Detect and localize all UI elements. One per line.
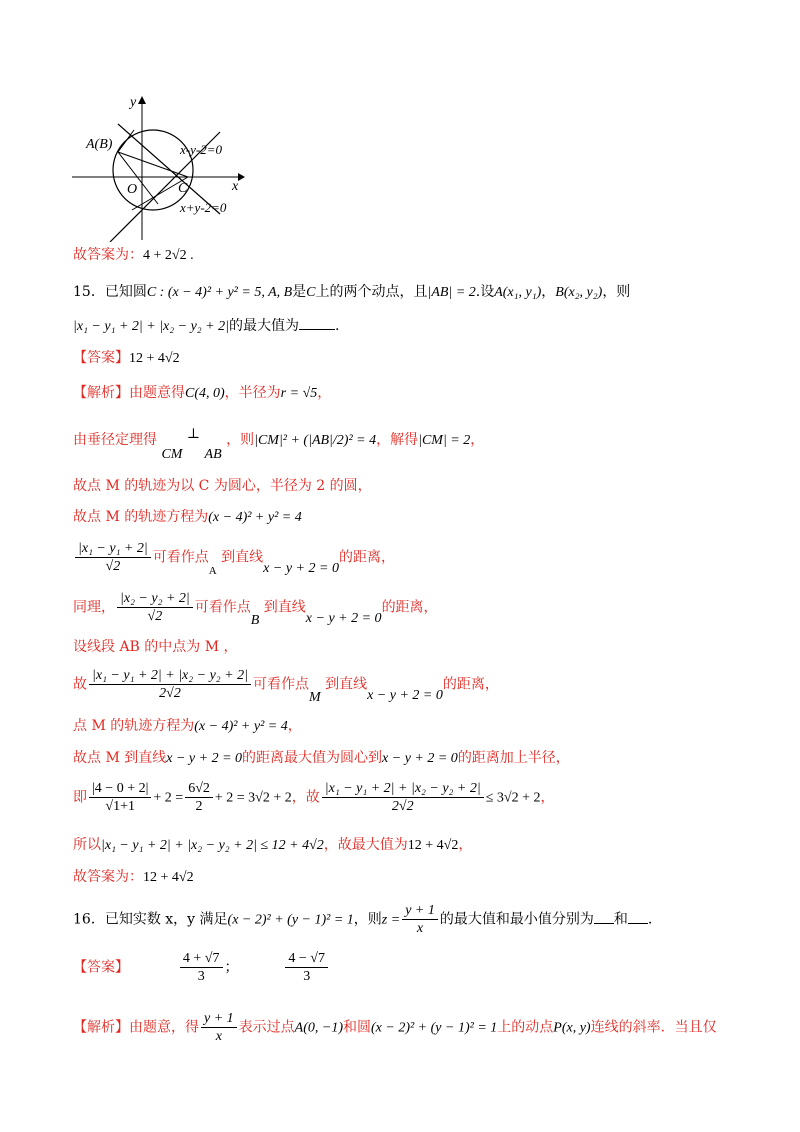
chord-1 <box>118 152 188 177</box>
q16-analysis <box>73 1010 717 1045</box>
q16-end: . <box>647 911 653 928</box>
jx2-res: |CM| = 2 <box>418 433 471 448</box>
chord-3 <box>118 130 134 152</box>
jx16-a: 由题意，得 <box>129 1019 199 1036</box>
answer-14-line <box>73 245 194 266</box>
q16-a: 16．已知实数 x，y 满足 <box>73 911 228 928</box>
q16-answer-tag: 【答案】 <box>73 959 129 976</box>
jx9-end: ， <box>287 718 302 734</box>
q15-comma: ， <box>541 284 556 300</box>
jx6-pt: B <box>250 612 260 628</box>
jx16-num: y + 1 <box>201 1010 237 1028</box>
q16-b: ，则 <box>353 911 382 928</box>
jx2-cm: CM <box>161 447 183 462</box>
jx4-eq: (x − 4)² + y² = 4 <box>208 510 302 525</box>
label-x: x <box>232 179 239 194</box>
jx8-num: |x₁ − y₁ + 2| + |x₂ − y₂ + 2| <box>89 667 251 685</box>
jx-line8 <box>73 667 499 705</box>
jx2-a: 由垂径定理得 <box>73 432 157 448</box>
jx16-e: 连线的斜率．当且仅 <box>590 1019 717 1036</box>
jx1-b: ，半径为 <box>224 385 281 401</box>
q16-line <box>73 902 652 937</box>
jx16-d: 上的动点 <box>497 1019 554 1036</box>
label-line2: x+y-2=0 <box>180 200 227 215</box>
jx-line3 <box>73 476 372 496</box>
jx11-den2: 2 <box>195 799 203 814</box>
jx1-a: 由题意得 <box>129 385 185 401</box>
jx10-c: 的距离加上半径， <box>457 750 570 766</box>
q16-answer-frac1 <box>180 950 223 985</box>
q15-circle: C : (x − 4)² + y² = 5, A, B <box>146 285 293 300</box>
q15-answer <box>73 348 180 369</box>
q15-mid3: .设 <box>475 284 495 300</box>
jx16-pt: A(0, −1) <box>294 1020 343 1036</box>
x-axis-arrow <box>238 173 245 181</box>
jx11-b: ，故 <box>291 789 320 806</box>
jx-line1 <box>73 383 331 404</box>
jx2-perp: ⊥ <box>186 426 201 442</box>
q16-analysis-tag: 【解析】 <box>73 1019 129 1036</box>
analysis-tag: 【解析】 <box>73 385 129 401</box>
q15-ask: 的最大值为 <box>228 318 299 334</box>
jx13-a: 故答案为： <box>73 869 143 885</box>
jx5-b: 到直线 <box>221 549 264 566</box>
jx8-den: 2√2 <box>159 686 181 701</box>
jx8-c: 到直线 <box>325 676 368 693</box>
q16-z: z = <box>381 912 401 928</box>
jx5-den: √2 <box>105 559 121 574</box>
jx13-res: 12 + 4√2 <box>143 870 194 885</box>
jx16-b: 表示过点 <box>238 1019 295 1036</box>
jx6-line: x − y + 2 = 0 <box>305 610 382 626</box>
q16-frac <box>402 902 438 937</box>
q15-blank <box>299 315 335 330</box>
jx10-line: x − y + 2 = 0 <box>166 751 243 766</box>
q15-then: ，则 <box>602 284 631 300</box>
q16-ans-den1: 3 <box>197 969 205 984</box>
q16-ans-num1: 4 + √7 <box>180 950 223 968</box>
jx5-pt: A <box>208 564 217 577</box>
q16-den: x <box>416 921 424 936</box>
q15-intro: 15．已知圆 <box>73 284 147 300</box>
jx11-den3: 2√2 <box>391 799 414 814</box>
jx12-b: ，故最大值为 <box>323 837 408 853</box>
jx6-num: |x₂ − y₂ + 2| <box>117 590 193 608</box>
jx2-end: ， <box>470 432 485 448</box>
label-o: O <box>127 182 138 197</box>
q16-blank2 <box>628 909 648 924</box>
jx6-den: √2 <box>147 609 163 624</box>
jx11-frac2 <box>185 780 213 815</box>
q15-a: A(x₁, y₁) <box>494 285 542 300</box>
jx2-b: ，则 <box>226 432 255 448</box>
jx5-num: |x₁ − y₁ + 2| <box>75 540 151 558</box>
q15-end: . <box>334 318 340 334</box>
jx11-mid: + 2 = <box>153 790 184 806</box>
q15-ab: |AB| = 2 <box>427 285 476 300</box>
q16-ans-sep: ； <box>224 959 239 976</box>
jx-line13 <box>73 867 194 888</box>
jx11-tail: + 2 = 3√2 + 2 <box>214 790 292 806</box>
jx-line11 <box>73 780 555 815</box>
q16-and: 和 <box>613 911 628 928</box>
label-y: y <box>130 95 137 110</box>
jx9-a: 点 M 的轨迹方程为 <box>73 718 195 734</box>
q15-expr: |x₁ − y₁ + 2| + |x₂ − y₂ + 2| <box>73 319 229 334</box>
q15-mid: 是 <box>292 284 307 300</box>
jx11-num3: |x₁ − y₁ + 2| + |x₂ − y₂ + 2| <box>322 780 484 798</box>
jx8-d: 的距离， <box>442 676 499 693</box>
jx16-p: P(x, y) <box>553 1020 591 1036</box>
jx6-c: 到直线 <box>263 599 306 616</box>
q15-line1 <box>73 282 630 303</box>
jx12-res: 12 + 4√2 <box>407 838 459 853</box>
jx12-end: ， <box>458 837 473 853</box>
q16-blank1 <box>594 909 614 924</box>
label-ab: A(B) <box>86 137 113 152</box>
q15-b: B(x₂, y₂) <box>555 285 603 300</box>
jx1-end: ， <box>317 385 332 401</box>
jx-line2 <box>73 426 485 462</box>
label-line1: x-y-2=0 <box>180 142 222 157</box>
jx6-a: 同理， <box>73 599 115 616</box>
q15-mid2: 上的两个动点，且 <box>315 284 428 300</box>
jx11-num: |4 − 0 + 2| <box>89 780 151 798</box>
answer-tag: 【答案】 <box>73 350 129 366</box>
jx11-end: ， <box>540 789 555 806</box>
jx5-line: x − y + 2 = 0 <box>263 560 339 576</box>
jx11-den: √1+1 <box>105 799 135 814</box>
jx2-eq: |CM|² + (|AB|/2)² = 4 <box>254 433 377 448</box>
q16-eq: (x − 2)² + (y − 1)² = 1 <box>227 912 354 928</box>
jx12-a: 所以 <box>73 837 101 853</box>
y-axis-arrow <box>138 96 146 104</box>
jx10-b: 的距离最大值为圆心到 <box>242 750 383 766</box>
jx8-b: 可看作点 <box>252 676 309 693</box>
jx-line9 <box>73 716 302 737</box>
q16-answer-frac2 <box>285 950 328 985</box>
jx-line6 <box>73 590 438 628</box>
jx1-r: r = √5 <box>280 386 318 401</box>
jx-line5 <box>73 540 395 575</box>
jx-line10 <box>73 748 570 769</box>
jx16-c: 和圆 <box>343 1019 371 1036</box>
jx6-frac <box>117 590 193 625</box>
jx7: 设线段 AB 的中点为 M ， <box>73 639 238 655</box>
jx9-eq: (x − 4)² + y² = 4 <box>194 719 288 734</box>
jx10-line2: x − y + 2 = 0 <box>382 751 458 766</box>
jx-line12 <box>73 835 472 856</box>
q15-answer-value: 12 + 4√2 <box>129 351 180 366</box>
q16-ans-num2: 4 − √7 <box>285 950 328 968</box>
answer-14-prefix: 故答案为： <box>73 247 143 263</box>
jx4-a: 故点 M 的轨迹方程为 <box>73 509 209 525</box>
geometry-figure <box>70 92 250 242</box>
jx2-c: ，解得 <box>376 432 419 448</box>
jx11-frac1 <box>89 780 151 815</box>
q16-ans-den2: 3 <box>303 969 311 984</box>
jx8-line: x − y + 2 = 0 <box>367 687 443 703</box>
jx11-frac3 <box>322 780 484 815</box>
jx11-num2: 6√2 <box>185 780 213 798</box>
jx1-c: C(4, 0) <box>185 386 225 401</box>
jx8-a: 故 <box>73 676 87 693</box>
q15-line2 <box>73 315 339 337</box>
answer-14-value: 4 + 2√2 . <box>143 248 194 263</box>
q16-num: y + 1 <box>402 902 438 920</box>
jx16-den: x <box>215 1029 222 1044</box>
q16-c: 的最大值和最小值分别为 <box>439 911 594 928</box>
jx5-frac <box>75 540 151 575</box>
chord-2 <box>118 152 158 204</box>
q16-answer <box>73 950 330 985</box>
jx11-a: 即 <box>73 789 87 806</box>
jx5-a: 可看作点 <box>152 549 209 566</box>
jx-line7 <box>73 637 238 657</box>
jx11-res: ≤ 3√2 + 2 <box>485 790 541 806</box>
jx8-frac <box>89 667 251 702</box>
jx10-a: 故点 M 到直线 <box>73 750 167 766</box>
jx5-c: 的距离， <box>338 549 395 566</box>
jx2-ab: AB <box>204 447 222 462</box>
jx3: 故点 M 的轨迹为以 C 为圆心，半径为 2 的圆， <box>73 478 372 494</box>
jx8-pt: M <box>308 689 321 705</box>
q15-c: C <box>306 285 316 300</box>
jx12-eq: |x₁ − y₁ + 2| + |x₂ − y₂ + 2| ≤ 12 + 4√2 <box>101 838 324 853</box>
jx16-eq: (x − 2)² + (y − 1)² = 1 <box>371 1020 498 1036</box>
jx16-frac <box>201 1010 237 1045</box>
jx6-d: 的距离， <box>381 599 438 616</box>
jx6-b: 可看作点 <box>194 599 251 616</box>
jx-line4 <box>73 507 302 528</box>
label-c: C <box>178 181 188 196</box>
